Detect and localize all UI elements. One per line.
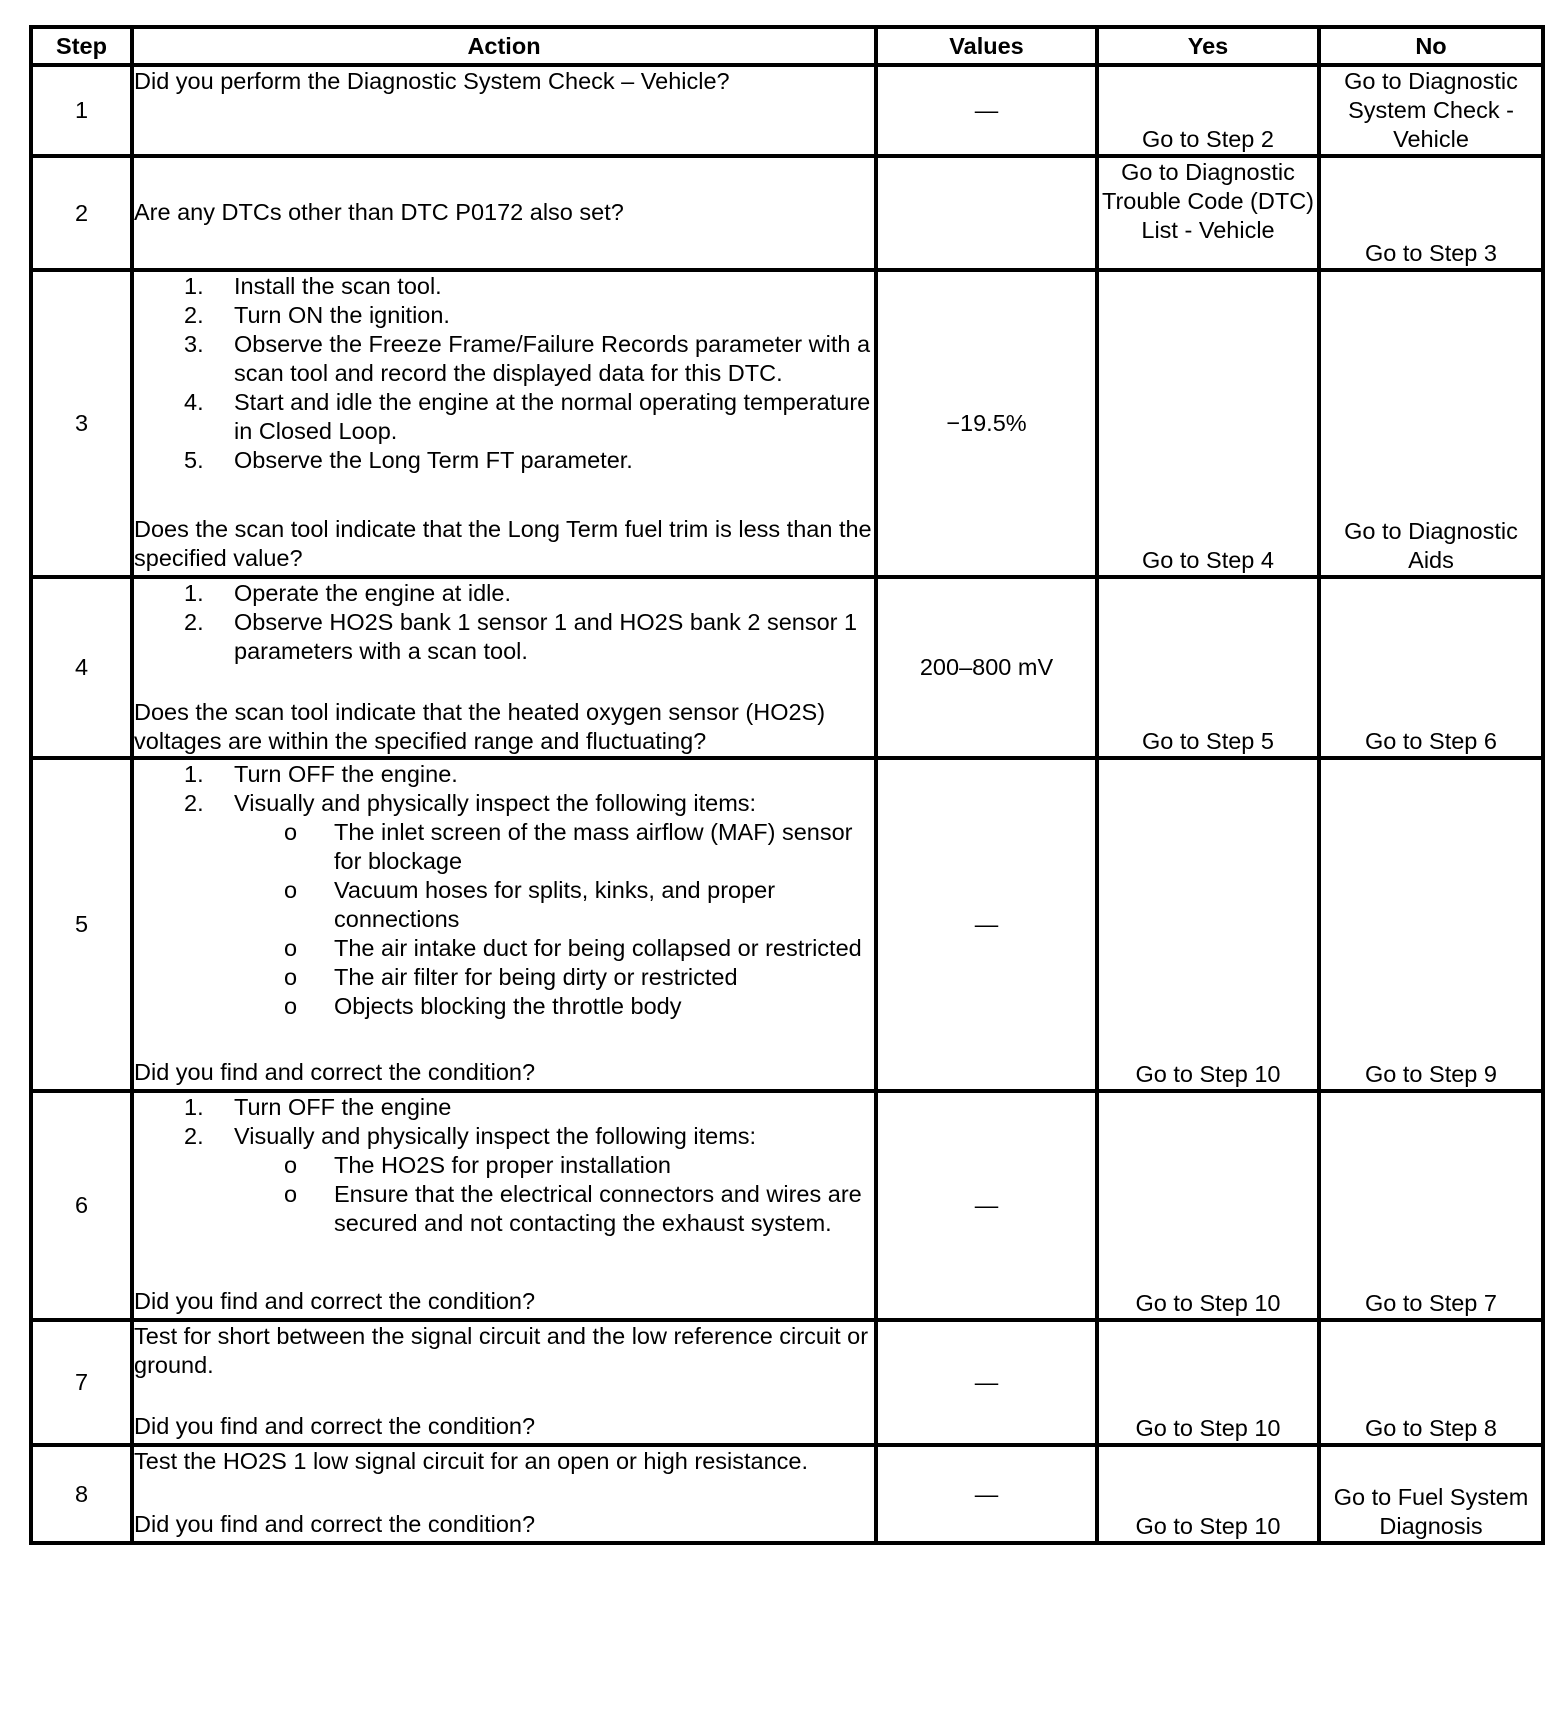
step-number: 3 [31,270,132,577]
step-index: 5. [184,447,204,473]
no-outcome: Go to Step 9 [1319,758,1543,1091]
procedure-step [134,301,874,330]
action-question: Did you find and correct the condition? [134,1059,536,1085]
procedure-step [134,789,874,1021]
value-cell: 200–800 mV [876,577,1097,758]
action-content [134,67,874,151]
no-outcome: Go to Diagnostic System Check - Vehicle [1319,65,1543,156]
no-outcome: Go to Diagnostic Aids [1319,270,1543,577]
table-body [31,65,1543,1543]
step-text: Visually and physically inspect the following items: [234,1123,757,1149]
action-procedure [134,1447,874,1476]
action-content [134,1447,874,1539]
step-index: 1. [184,273,204,299]
inspection-text: Ensure that the electrical connectors and wires are secured and not contacting the exhaust system. [334,1181,862,1236]
action-content [134,760,874,1087]
procedure-step [134,272,874,301]
table-row [31,1320,1543,1445]
step-text: Visually and physically inspect the following items: [234,790,757,816]
procedure-step [134,330,874,388]
inspection-text: Objects blocking the throttle body [334,993,682,1019]
header-row [31,27,1543,65]
header-yes: Yes [1097,27,1319,65]
bullet-icon: o [284,935,298,961]
step-number: 2 [31,156,132,270]
inspection-item [134,818,874,876]
value-cell: — [876,1091,1097,1320]
header-values: Values [876,27,1097,65]
step-text: Turn ON the ignition. [234,302,450,328]
step-index: 4. [184,389,204,415]
action-cell [132,758,876,1091]
bullet-icon: o [284,993,298,1019]
yes-outcome: Go to Diagnostic Trouble Code (DTC) List - Vehicle [1097,156,1319,270]
inspection-item [134,1151,874,1180]
inspection-item [134,934,874,963]
procedure-step [134,1093,874,1122]
inspection-item [134,1180,874,1238]
step-text: Start and idle the engine at the normal operating temperature in Closed Loop. [234,389,871,444]
value-cell: — [876,65,1097,156]
header-action: Action [132,27,876,65]
bullet-icon: o [284,964,298,990]
no-outcome: Go to Step 8 [1319,1320,1543,1445]
action-procedure [134,272,874,475]
no-outcome: Go to Step 7 [1319,1091,1543,1320]
step-text: Operate the engine at idle. [234,580,511,606]
step-index: 2. [184,1123,204,1149]
bullet-icon: o [284,1152,298,1178]
yes-outcome: Go to Step 10 [1097,758,1319,1091]
value-cell: −19.5% [876,270,1097,577]
action-cell [132,1320,876,1445]
inspection-text: Vacuum hoses for splits, kinks, and proper connections [334,877,776,932]
action-cell [132,156,876,270]
procedure-step [134,579,874,608]
action-question: Are any DTCs other than DTC P0172 also set? [134,198,624,225]
value-cell: — [876,1320,1097,1445]
step-number: 6 [31,1091,132,1320]
action-cell [132,270,876,577]
bullet-icon: o [284,819,298,845]
no-outcome: Go to Step 6 [1319,577,1543,758]
step-text: Install the scan tool. [234,273,442,299]
inspection-list [234,818,874,1021]
inspection-text: The air intake duct for being collapsed or restricted [334,935,862,961]
inspection-text: The HO2S for proper installation [334,1152,671,1178]
no-outcome: Go to Fuel System Diagnosis [1319,1445,1543,1543]
header-step: Step [31,27,132,65]
procedure-list [134,272,874,475]
table-row [31,1091,1543,1320]
step-index: 3. [184,331,204,357]
action-content [134,1322,874,1441]
header-no: No [1319,27,1543,65]
step-text: Observe the Freeze Frame/Failure Records parameter with a scan tool and record the displayed data for this DTC. [234,331,871,386]
step-number: 8 [31,1445,132,1543]
step-index: 1. [184,580,204,606]
action-question: Did you perform the Diagnostic System Check – Vehicle? [134,68,730,94]
action-question: Does the scan tool indicate that the heated oxygen sensor (HO2S) voltages are within the specified range and fluctuating? [134,699,826,754]
inspection-item [134,876,874,934]
table-row [31,1445,1543,1543]
step-index: 2. [184,302,204,328]
table-row [31,758,1543,1091]
action-question: Did you find and correct the condition? [134,1511,536,1537]
inspection-text: The inlet screen of the mass airflow (MAF) sensor for blockage [334,819,853,874]
action-cell [132,1091,876,1320]
step-text: Turn OFF the engine. [234,761,458,787]
inspection-item [134,992,874,1021]
action-intro: Test for short between the signal circuit and the low reference circuit or ground. [134,1323,869,1378]
action-procedure [134,760,874,1021]
action-cell [132,1445,876,1543]
table-row [31,156,1543,270]
bullet-icon: o [284,877,298,903]
action-intro: Test the HO2S 1 low signal circuit for an open or high resistance. [134,1448,809,1474]
action-content [134,158,874,266]
step-index: 1. [184,1094,204,1120]
procedure-list [134,579,874,666]
inspection-text: The air filter for being dirty or restricted [334,964,738,990]
yes-outcome: Go to Step 2 [1097,65,1319,156]
step-number: 4 [31,577,132,758]
action-procedure [134,1322,874,1380]
procedure-step [134,1122,874,1238]
step-index: 1. [184,761,204,787]
value-cell: — [876,758,1097,1091]
inspection-list [234,1151,874,1238]
step-index: 2. [184,790,204,816]
value-cell: — [876,1445,1097,1543]
action-question: Does the scan tool indicate that the Long Term fuel trim is less than the specified value? [134,516,872,571]
procedure-list [134,1093,874,1238]
action-content [134,579,874,756]
action-question: Did you find and correct the condition? [134,1413,536,1439]
diagnostic-table [29,25,1545,1545]
action-cell [132,577,876,758]
value-cell [876,156,1097,270]
step-number: 7 [31,1320,132,1445]
yes-outcome: Go to Step 10 [1097,1091,1319,1320]
action-procedure [134,1093,874,1238]
action-question: Did you find and correct the condition? [134,1288,536,1314]
yes-outcome: Go to Step 10 [1097,1320,1319,1445]
step-number: 1 [31,65,132,156]
action-cell [132,65,876,156]
yes-outcome: Go to Step 4 [1097,270,1319,577]
procedure-step [134,388,874,446]
no-outcome: Go to Step 3 [1319,156,1543,270]
procedure-step [134,608,874,666]
action-content [134,1093,874,1316]
yes-outcome: Go to Step 5 [1097,577,1319,758]
action-procedure [134,579,874,666]
step-text: Observe the Long Term FT parameter. [234,447,633,473]
procedure-step [134,760,874,789]
table-row [31,270,1543,577]
procedure-step [134,446,874,475]
table-row [31,577,1543,758]
action-content [134,272,874,573]
step-text: Turn OFF the engine [234,1094,452,1120]
procedure-list [134,760,874,1021]
step-index: 2. [184,609,204,635]
yes-outcome: Go to Step 10 [1097,1445,1319,1543]
step-text: Observe HO2S bank 1 sensor 1 and HO2S bank 2 sensor 1 parameters with a scan tool. [234,609,858,664]
bullet-icon: o [284,1181,298,1207]
step-number: 5 [31,758,132,1091]
inspection-item [134,963,874,992]
table-row [31,65,1543,156]
